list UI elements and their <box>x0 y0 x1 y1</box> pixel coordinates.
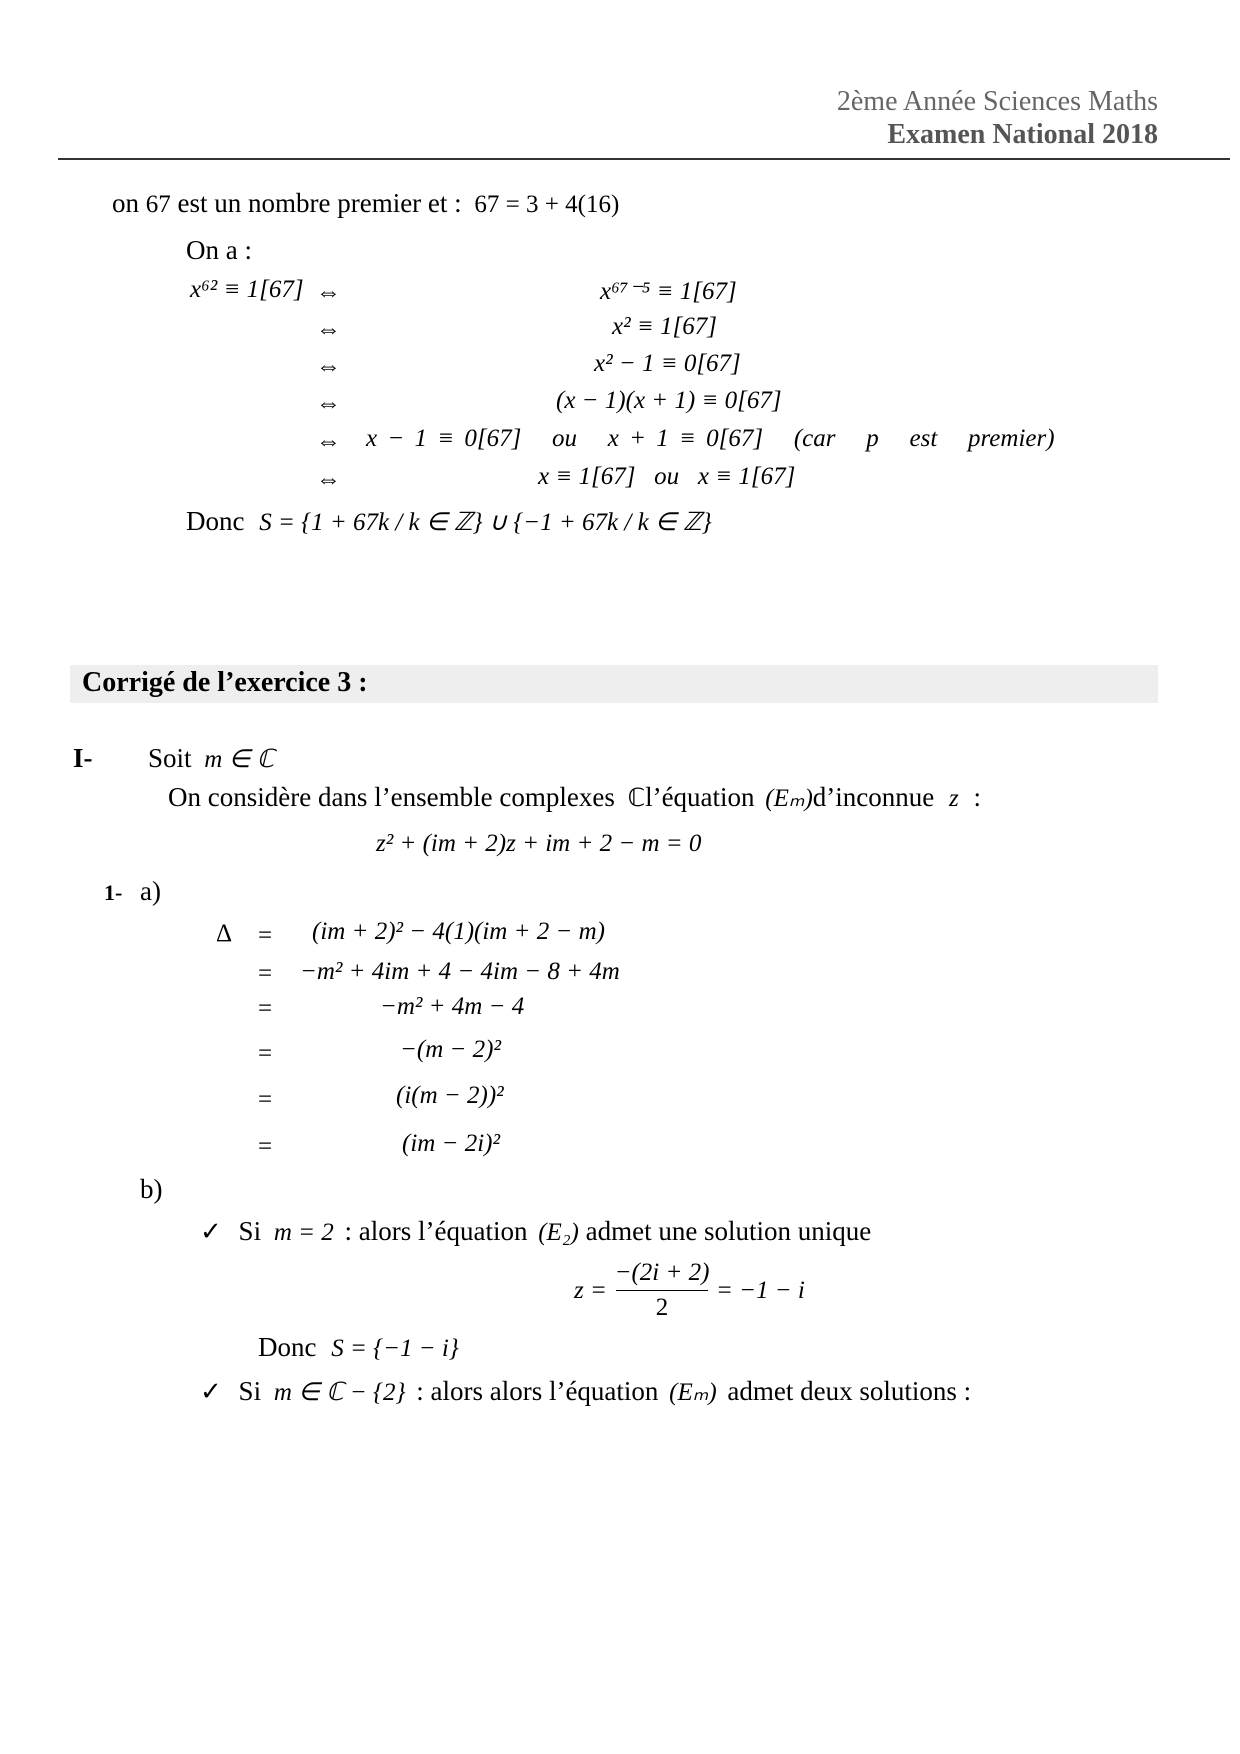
fraction-rhs: = −1 − i <box>716 1277 805 1304</box>
donc-label: Donc <box>186 506 245 536</box>
case-condition: m ∈ ℂ − {2} <box>273 1379 406 1406</box>
header-level: 2ème Année Sciences Maths <box>836 86 1158 117</box>
case-one-line <box>200 1216 871 1247</box>
header-divider <box>58 158 1230 160</box>
case-si: Si <box>238 1216 262 1246</box>
equiv-arrow: ⇔ <box>316 316 341 343</box>
fraction-denominator: 2 <box>655 1294 669 1321</box>
soit-text: Soit <box>148 743 192 773</box>
section-title: Corrigé de l’exercice 3 : <box>82 667 368 698</box>
equivalence-step: x − 1 ≡ 0[67] ou x + 1 ≡ 0[67] (car p est premier) <box>366 425 1055 452</box>
unknown-z: z <box>949 785 959 812</box>
intro-text: on <box>112 188 139 218</box>
equation-name: (E₂) <box>538 1219 579 1246</box>
intro-line <box>112 188 619 219</box>
equals-sign: = <box>258 1040 273 1067</box>
fraction-lhs: z = <box>574 1277 607 1304</box>
equals-sign: = <box>258 1133 273 1160</box>
equiv-arrow: ⇔ <box>316 279 341 306</box>
fraction-bar <box>616 1290 708 1291</box>
equiv-arrow: ⇔ <box>316 353 341 380</box>
equivalence-step: (x − 1)(x + 1) ≡ 0[67] <box>556 387 782 414</box>
equivalence-step: x ≡ 1[67] ou x ≡ 1[67] <box>538 463 796 490</box>
case-text: : alors alors l’équation <box>416 1376 659 1406</box>
checkmark-icon: ✓ <box>200 1217 222 1246</box>
delta-step: (im − 2i)² <box>402 1130 500 1157</box>
equivalence-step: x² − 1 ≡ 0[67] <box>594 350 741 377</box>
donc-label: Donc <box>258 1332 317 1362</box>
equiv-arrow: ⇔ <box>316 466 341 493</box>
soit-line <box>148 743 274 774</box>
delta-step: −m² + 4im + 4 − 4im − 8 + 4m <box>300 958 620 985</box>
colon: : <box>973 782 982 812</box>
intro-equation: 67 = 3 + 4(16) <box>474 191 620 218</box>
delta-step: (im + 2)² − 4(1)(im + 2 − m) <box>312 918 605 945</box>
equals-sign: = <box>258 922 273 949</box>
equation-name: (Eₘ) <box>669 1379 717 1406</box>
conclusion-line <box>186 506 712 537</box>
equals-sign: = <box>258 995 273 1022</box>
equals-sign: = <box>258 1086 273 1113</box>
fraction <box>612 1258 712 1323</box>
equivalence-step: x⁶⁷⁻⁵ ≡ 1[67] <box>600 278 737 305</box>
intro-text2: est un nombre premier et : <box>177 188 462 218</box>
intro-num: 67 <box>145 191 171 218</box>
subquestion-b: b) <box>140 1174 163 1204</box>
soit-math: m ∈ ℂ <box>204 746 275 773</box>
delta-step: −m² + 4m − 4 <box>380 993 525 1020</box>
delta-symbol: Δ <box>216 920 233 947</box>
case-one-conclusion <box>258 1332 459 1363</box>
question-label: 1- <box>104 880 123 905</box>
case-si: Si <box>238 1376 262 1406</box>
on-a-label: On a : <box>186 235 252 265</box>
subquestion-a: a) <box>140 876 161 906</box>
consider-line <box>168 782 981 813</box>
congruence-lhs: x⁶² ≡ 1[67] <box>190 276 304 303</box>
case-two-line <box>200 1376 971 1407</box>
delta-step: (i(m − 2))² <box>396 1082 504 1109</box>
main-equation: z² + (im + 2)z + im + 2 − m = 0 <box>376 830 702 857</box>
equals-sign: = <box>258 960 273 987</box>
case-text: admet deux solutions : <box>727 1376 972 1406</box>
fraction-numerator: −(2i + 2) <box>614 1259 710 1286</box>
case-condition: m = 2 <box>273 1219 334 1246</box>
header-exam-title: Examen National 2018 <box>887 119 1158 150</box>
equiv-arrow: ⇔ <box>316 428 341 455</box>
solution-set: S = {1 + 67k / k ∈ ℤ} ∪ {−1 + 67k / k ∈ ℤ} <box>259 509 712 536</box>
checkmark-icon: ✓ <box>200 1377 222 1406</box>
complex-set: ℂ <box>627 785 646 812</box>
equiv-arrow: ⇔ <box>316 390 341 417</box>
consider-text: d’inconnue <box>812 782 935 812</box>
consider-text: On considère dans l’ensemble complexes <box>168 782 615 812</box>
solution-set: S = {−1 − i} <box>331 1335 459 1362</box>
consider-text: l’équation <box>645 782 755 812</box>
delta-step: −(m − 2)² <box>400 1036 501 1063</box>
equation-name: (Eₘ) <box>765 785 813 812</box>
part-label: I- <box>73 743 93 773</box>
equivalence-step: x² ≡ 1[67] <box>612 313 717 340</box>
case-text: admet une solution unique <box>585 1216 872 1246</box>
case-text: : alors l’équation <box>344 1216 528 1246</box>
